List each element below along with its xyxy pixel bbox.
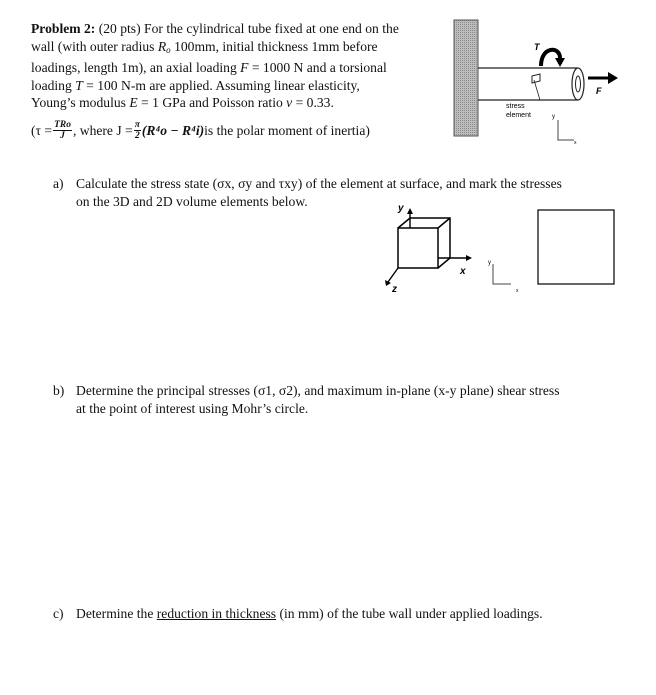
problem-line3a: loadings, length 1m), an axial loading	[31, 60, 241, 75]
small-x-label: x	[516, 288, 519, 294]
part-c-label: c)	[53, 606, 64, 621]
var-f: F	[240, 60, 249, 75]
problem-line1: For the cylindrical tube fixed at one end on the	[144, 21, 399, 36]
tube-icon	[478, 68, 578, 100]
tau-fraction	[53, 120, 72, 141]
var-r: R	[157, 38, 167, 54]
torque-label: T	[534, 42, 540, 52]
axis-y-label: y	[552, 114, 555, 120]
part-a-line1: Calculate the stress state (σx, σy and τxy) of the element at surface, and mark the stresses	[76, 176, 562, 191]
axis-x-label: x	[574, 140, 577, 146]
tau-numerator: TRo	[54, 120, 71, 130]
part-b-line2: at the point of interest using Mohr’s circle.	[76, 400, 309, 416]
stress-label: stress	[506, 103, 525, 110]
formula-where: , where J =	[72, 122, 133, 138]
problem-line2a: wall (with outer radius	[31, 38, 158, 54]
cube-icon	[398, 218, 450, 268]
formula-open: (τ =	[31, 122, 53, 138]
var-v: v	[286, 95, 293, 110]
part-c	[53, 605, 628, 623]
tube-figure	[448, 16, 628, 146]
problem-line4a: loading	[31, 77, 76, 93]
axes-icon	[558, 120, 574, 140]
part-b-label: b)	[53, 383, 65, 398]
formula-tail: is the polar moment of inertia)	[204, 122, 370, 138]
tau-denominator: J	[60, 131, 65, 141]
part-c-text-a: Determine the	[76, 606, 157, 621]
problem-line5a: Young’s modulus	[31, 95, 130, 110]
pi-numerator: π	[134, 120, 140, 130]
problem-line4b: = 100 N-m are applied. Assuming linear elasticity,	[82, 77, 360, 93]
stress-element-icon	[532, 74, 540, 83]
var-e: E	[129, 95, 138, 110]
cube-x-label: x	[460, 266, 466, 277]
small-axes-icon	[493, 264, 511, 284]
cube-z-axis-icon	[388, 268, 398, 282]
2d-element-icon	[538, 210, 614, 284]
part-b	[53, 382, 628, 417]
problem-line5b: = 1 GPa and Poisson ratio	[137, 95, 287, 110]
problem-statement	[31, 20, 451, 112]
element-label: element	[506, 112, 531, 119]
part-a-label: a)	[53, 176, 64, 191]
force-label: F	[596, 86, 602, 96]
wall-icon	[454, 20, 478, 136]
problem-line5c: = 0.33.	[292, 95, 334, 110]
small-y-label: y	[488, 260, 491, 266]
var-t: T	[75, 77, 83, 93]
pi-fraction	[134, 120, 141, 141]
pi-denominator: 2	[134, 131, 140, 141]
problem-line3b: = 1000 N and a torsional	[248, 60, 387, 75]
torque-arrow-icon	[541, 50, 560, 66]
part-c-text-b: (in mm) of the tube wall under applied loadings.	[276, 606, 543, 621]
formula-expression: (R⁴o − R⁴i)	[141, 122, 205, 138]
cube-y-label: y	[398, 203, 404, 214]
cube-z-label: z	[392, 284, 397, 295]
problem-line2b: 100mm, initial thickness 1mm before	[170, 38, 378, 54]
shear-formula	[31, 120, 370, 141]
problem-points: (20 pts)	[98, 21, 141, 36]
part-c-underlined: reduction in thickness	[156, 606, 277, 621]
part-a-line2: on the 3D and 2D volume elements below.	[76, 193, 308, 209]
var-r-sub: o	[166, 44, 171, 55]
problem-heading: Problem 2:	[31, 21, 96, 36]
element-figures	[376, 198, 626, 298]
part-b-line1: Determine the principal stresses (σ1, σ2), and maximum in-plane (x-y plane) shear stress	[76, 383, 560, 398]
